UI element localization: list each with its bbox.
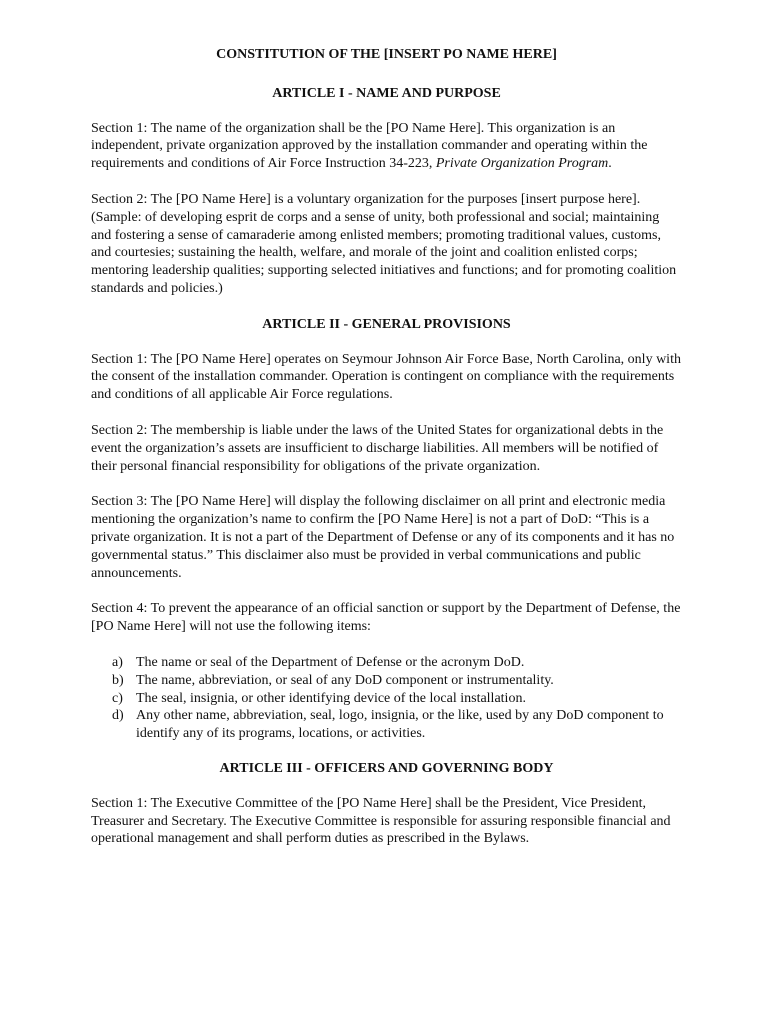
article-2-section-2: Section 2: The membership is liable under the laws of the United States for organizational debts in the event the organization’s assets are insufficient to discharge liabilities. All members will be notified of their personal financial responsibility for obligations of the private organization. bbox=[91, 422, 664, 474]
article-1-heading: ARTICLE I - NAME AND PURPOSE bbox=[272, 85, 501, 101]
list-item-marker: d) bbox=[112, 708, 124, 724]
list-item bbox=[112, 672, 682, 690]
article-1-section-1-italic: Private Organization Program bbox=[435, 156, 609, 172]
article-2-section-3: Section 3: The [PO Name Here] will display the following disclaimer on all print and electronic media mentioning the organization’s name to confirm the [PO Name Here] is not a part of DoD: “This is a private organization. It is not a part of the Department of Defense or any of its components and it has no governmental status.” This disclaimer also must be provided in verbal communications and public announcements. bbox=[91, 494, 675, 581]
list-item-text: The seal, insignia, or other identifying device of the local installation. bbox=[136, 690, 526, 706]
document-title: CONSTITUTION OF THE [INSERT PO NAME HERE] bbox=[216, 47, 557, 62]
list-item-text: The name, abbreviation, or seal of any DoD component or instrumentality. bbox=[136, 672, 554, 688]
article-1-section-1 bbox=[91, 120, 682, 173]
list-item-text: Any other name, abbreviation, seal, logo, insignia, or the like, used by any DoD component to identify any of its programs, locations, or activities. bbox=[136, 708, 664, 742]
article-1-section-2: Section 2: The [PO Name Here] is a voluntary organization for the purposes [insert purpose here]. (Sample: of developing esprit de corps and a sense of unity, both professional and social; maintaining and fostering a sense of camaraderie among enlisted members; promoting traditional values, customs, and courtesies; sustaining the health, welfare, and morale of the joint and coalition enlisted corps; mentoring leadership qualities; supporting selected initiatives and functions; and for promoting coalition standards and policies.) bbox=[91, 191, 677, 296]
article-1-section-1-text: Section 1: The name of the organization shall be the [PO Name Here]. This organization is an independent, private organization approved by the installation commander and operating within the requirements and conditions of Air Force Instruction 34-223, bbox=[91, 120, 648, 172]
list-item bbox=[112, 654, 682, 672]
list-item-text: The name or seal of the Department of Defense or the acronym DoD. bbox=[136, 654, 525, 670]
list-item-marker: a) bbox=[112, 654, 123, 670]
list-item-marker: b) bbox=[112, 672, 124, 688]
article-2-section-4: Section 4: To prevent the appearance of an official sanction or support by the Department of Defense, the [PO Name Here] will not use the following items: bbox=[91, 601, 681, 635]
article-1-section-1-end: . bbox=[608, 156, 612, 172]
article-2-section-1: Section 1: The [PO Name Here] operates on Seymour Johnson Air Force Base, North Carolina, only with the consent of the installation commander. Operation is contingent on compliance with the requirements and conditions of all applicable Air Force regulations. bbox=[91, 351, 681, 403]
article-3-heading: ARTICLE III - OFFICERS AND GOVERNING BODY bbox=[219, 760, 554, 776]
article-2-heading: ARTICLE II - GENERAL PROVISIONS bbox=[262, 316, 511, 332]
list-item bbox=[112, 707, 682, 743]
list-item bbox=[112, 690, 682, 708]
article-3-section-1: Section 1: The Executive Committee of the [PO Name Here] shall be the President, Vice President, Treasurer and Secretary. The Executive Committee is responsible for assuring responsible financial and operational management and shall perform duties as prescribed in the Bylaws. bbox=[91, 795, 671, 847]
list-item-marker: c) bbox=[112, 690, 123, 706]
prohibited-items-list bbox=[91, 654, 682, 743]
